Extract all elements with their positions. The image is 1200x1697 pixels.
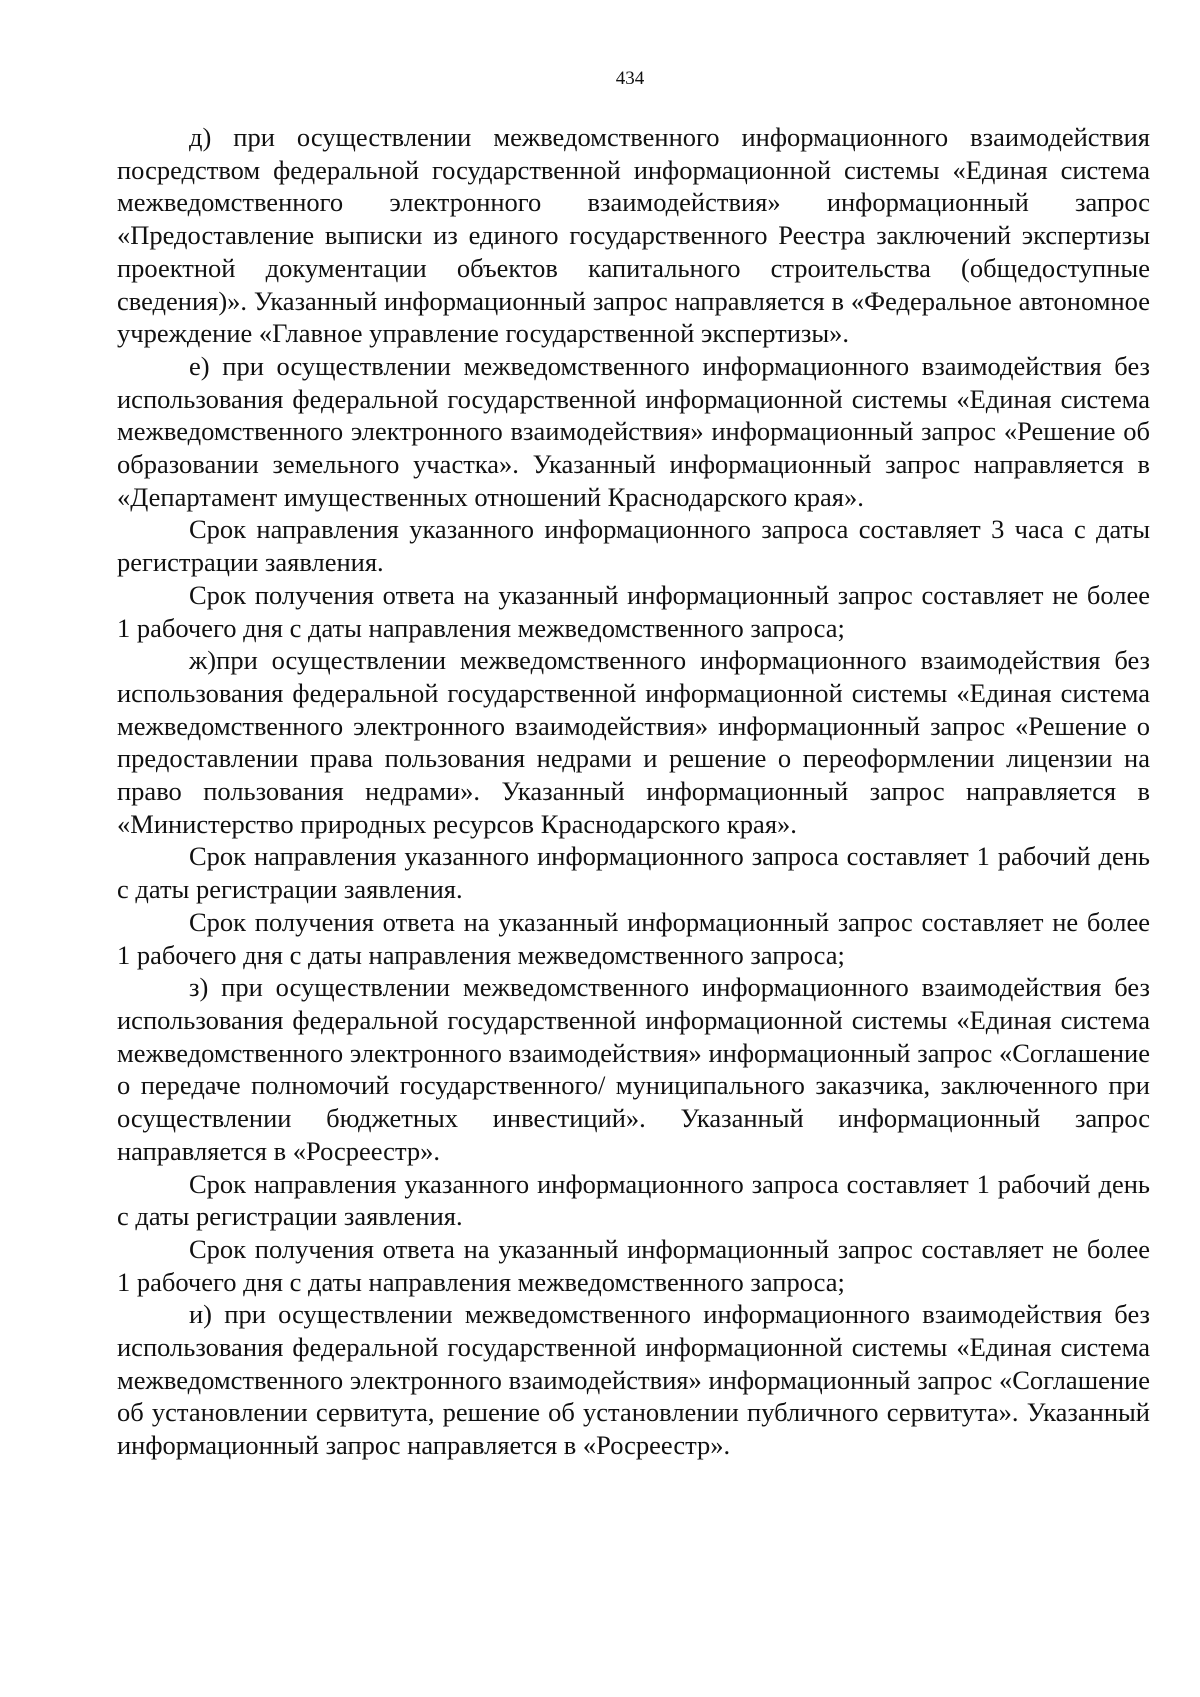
paragraph-d: д) при осуществлении межведомственного информационного взаимодействия посредством федеральной государственной информационной системы «Единая система межведомственного электронного взаимодействия» информационный запрос «Предоставление выписки из единого государственного Реестра заключений экспертизы проектной документации объектов капитального строительства (общедоступные сведения)». Указанный информационный запрос направляется в «Федеральное автономное учреждение «Главное управление государственной экспертизы». xyxy=(117,122,1150,349)
paragraph-e: е) при осуществлении межведомственного информационного взаимодействия без использования федеральной государственной информационной системы «Единая система межведомственного электронного взаимодействия» информационный запрос «Решение об образовании земельного участка». Указанный информационный запрос направляется в «Департамент имущественных отношений Краснодарского края». xyxy=(117,350,1150,512)
paragraph-e-response-deadline: Срок получения ответа на указанный информационный запрос составляет не более 1 рабочего дня с даты направления межведомственного запроса; xyxy=(117,579,1150,643)
page-number: 434 xyxy=(615,68,645,89)
paragraph-z-response-deadline: Срок получения ответа на указанный информационный запрос составляет не более 1 рабочего дня с даты направления межведомственного запроса; xyxy=(117,1233,1150,1297)
paragraph-zh-response-deadline: Срок получения ответа на указанный информационный запрос составляет не более 1 рабочего дня с даты направления межведомственного запроса; xyxy=(117,906,1150,970)
paragraph-z-request-deadline: Срок направления указанного информационного запроса составляет 1 рабочий день с даты регистрации заявления. xyxy=(117,1168,1150,1232)
paragraph-zh: ж)при осуществлении межведомственного информационного взаимодействия без использования федеральной государственной информационной системы «Единая система межведомственного электронного взаимодействия» информационный запрос «Решение о предоставлении права пользования недрами и решение о переоформлении лицензии на право пользования недрами». Указанный информационный запрос направляется в «Министерство природных ресурсов Краснодарского края». xyxy=(117,645,1150,839)
paragraph-z: з) при осуществлении межведомственного информационного взаимодействия без использования федеральной государственной информационной системы «Единая система межведомственного электронного взаимодействия» информационный запрос «Соглашение о передаче полномочий государственного/ муниципального заказчика, заключенного при осуществлении бюджетных инвестиций». Указанный информационный запрос направляется в «Росреестр». xyxy=(117,972,1150,1166)
paragraph-zh-request-deadline: Срок направления указанного информационного запроса составляет 1 рабочий день с даты регистрации заявления. xyxy=(117,841,1150,905)
paragraph-i: и) при осуществлении межведомственного информационного взаимодействия без использования федеральной государственной информационной системы «Единая система межведомственного электронного взаимодействия» информационный запрос «Соглашение об установлении сервитута, решение об установлении публичного сервитута». Указанный информационный запрос направляется в «Росреестр». xyxy=(117,1299,1150,1461)
paragraph-e-request-deadline: Срок направления указанного информационного запроса составляет 3 часа с даты регистрации заявления. xyxy=(117,514,1150,578)
document-body xyxy=(117,121,1150,1462)
